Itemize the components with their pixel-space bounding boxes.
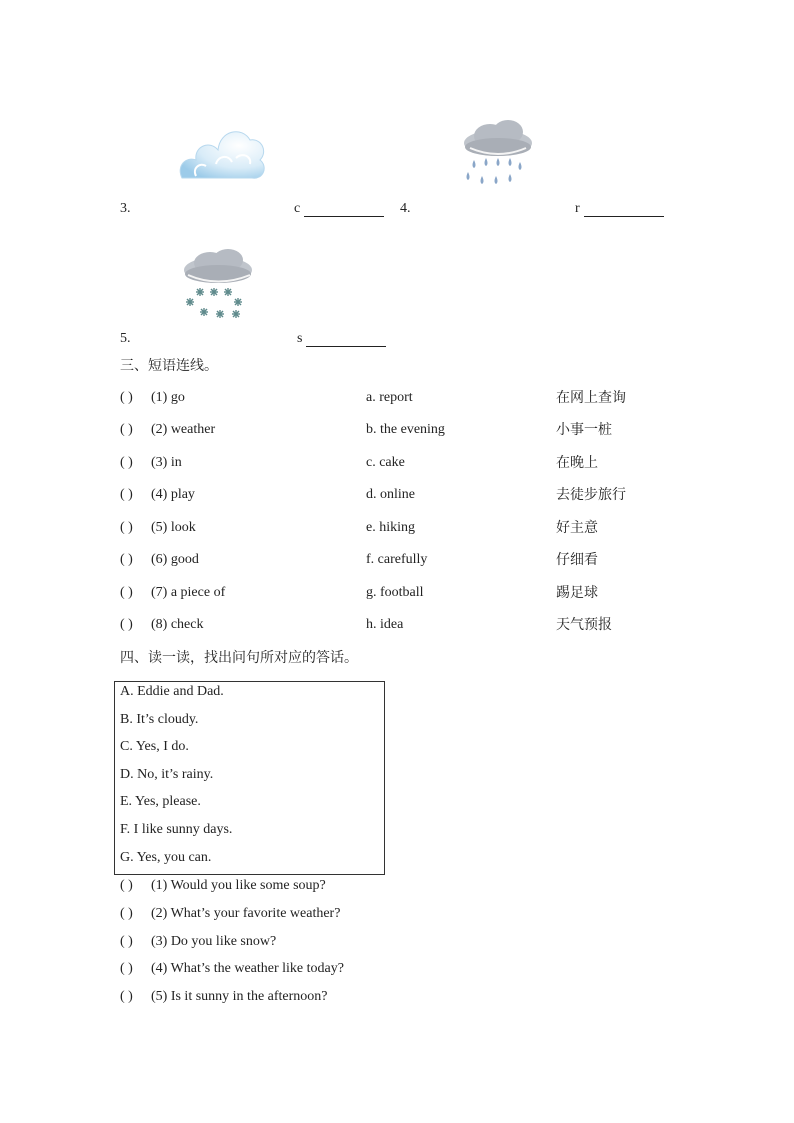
phrase-left: (5) look xyxy=(151,520,196,535)
phrase-chinese: 踢足球 xyxy=(556,585,598,601)
phrase-chinese: 在网上查询 xyxy=(556,390,626,406)
phrase-left: (6) good xyxy=(151,552,199,567)
answer-paren[interactable]: ( ) xyxy=(120,961,133,976)
phrase-middle: f. carefully xyxy=(366,552,428,567)
answer-paren[interactable]: ( ) xyxy=(120,934,133,949)
answer-paren[interactable]: ( ) xyxy=(120,585,133,600)
phrase-middle: g. football xyxy=(366,585,424,600)
answer-paren[interactable]: ( ) xyxy=(120,617,133,632)
phrase-left: (2) weather xyxy=(151,422,216,437)
answer-option: B. It’s cloudy. xyxy=(120,712,199,727)
first-letter: c xyxy=(294,201,301,216)
phrase-left: (7) a piece of xyxy=(151,585,226,600)
answer-option: G. Yes, you can. xyxy=(120,850,212,865)
phrase-left: (1) go xyxy=(151,390,185,405)
phrase-chinese: 去徒步旅行 xyxy=(556,487,626,503)
answer-blank[interactable] xyxy=(297,331,386,347)
phrase-middle: a. report xyxy=(366,390,413,405)
answer-option: C. Yes, I do. xyxy=(120,739,189,754)
answer-option: A. Eddie and Dad. xyxy=(120,684,224,699)
phrase-middle: b. the evening xyxy=(366,422,445,437)
answer-option: D. No, it’s rainy. xyxy=(120,767,214,782)
phrase-chinese: 仔细看 xyxy=(556,552,598,568)
cloudy-icon xyxy=(176,118,268,188)
phrase-middle: c. cake xyxy=(366,455,405,470)
answer-paren[interactable]: ( ) xyxy=(120,989,133,1004)
item-number: 4. xyxy=(400,201,411,216)
question: (3) Do you like snow? xyxy=(151,934,277,949)
item-number: 3. xyxy=(120,201,131,216)
blank-line xyxy=(304,202,384,217)
answer-paren[interactable]: ( ) xyxy=(120,455,133,470)
answer-paren[interactable]: ( ) xyxy=(120,906,133,921)
answer-blank[interactable] xyxy=(294,201,384,217)
phrase-chinese: 在晚上 xyxy=(556,455,598,471)
question: (1) Would you like some soup? xyxy=(151,878,326,893)
section-title: 四、读一读，找出问句所对应的答话。 xyxy=(120,650,358,666)
answer-paren[interactable]: ( ) xyxy=(120,487,133,502)
phrase-middle: e. hiking xyxy=(366,520,415,535)
phrase-middle: d. online xyxy=(366,487,415,502)
phrase-chinese: 好主意 xyxy=(556,520,598,536)
first-letter: s xyxy=(297,331,303,346)
answer-option: E. Yes, please. xyxy=(120,794,201,809)
blank-line xyxy=(584,202,664,217)
question: (4) What’s the weather like today? xyxy=(151,961,344,976)
rainy-icon xyxy=(460,118,536,194)
answer-paren[interactable]: ( ) xyxy=(120,878,133,893)
phrase-left: (3) in xyxy=(151,455,182,470)
answer-blank[interactable] xyxy=(575,201,664,217)
blank-line xyxy=(306,332,386,347)
answer-paren[interactable]: ( ) xyxy=(120,422,133,437)
phrase-left: (4) play xyxy=(151,487,195,502)
answer-paren[interactable]: ( ) xyxy=(120,390,133,405)
answer-option: F. I like sunny days. xyxy=(120,822,233,837)
answer-paren[interactable]: ( ) xyxy=(120,520,133,535)
item-number: 5. xyxy=(120,331,131,346)
section-title: 三、短语连线。 xyxy=(120,358,218,374)
phrase-middle: h. idea xyxy=(366,617,404,632)
question: (2) What’s your favorite weather? xyxy=(151,906,341,921)
first-letter: r xyxy=(575,201,580,216)
phrase-left: (8) check xyxy=(151,617,204,632)
phrase-chinese: 天气预报 xyxy=(556,617,612,633)
answer-paren[interactable]: ( ) xyxy=(120,552,133,567)
phrase-chinese: 小事一桩 xyxy=(556,422,612,438)
question: (5) Is it sunny in the afternoon? xyxy=(151,989,328,1004)
snowy-icon xyxy=(180,248,258,324)
